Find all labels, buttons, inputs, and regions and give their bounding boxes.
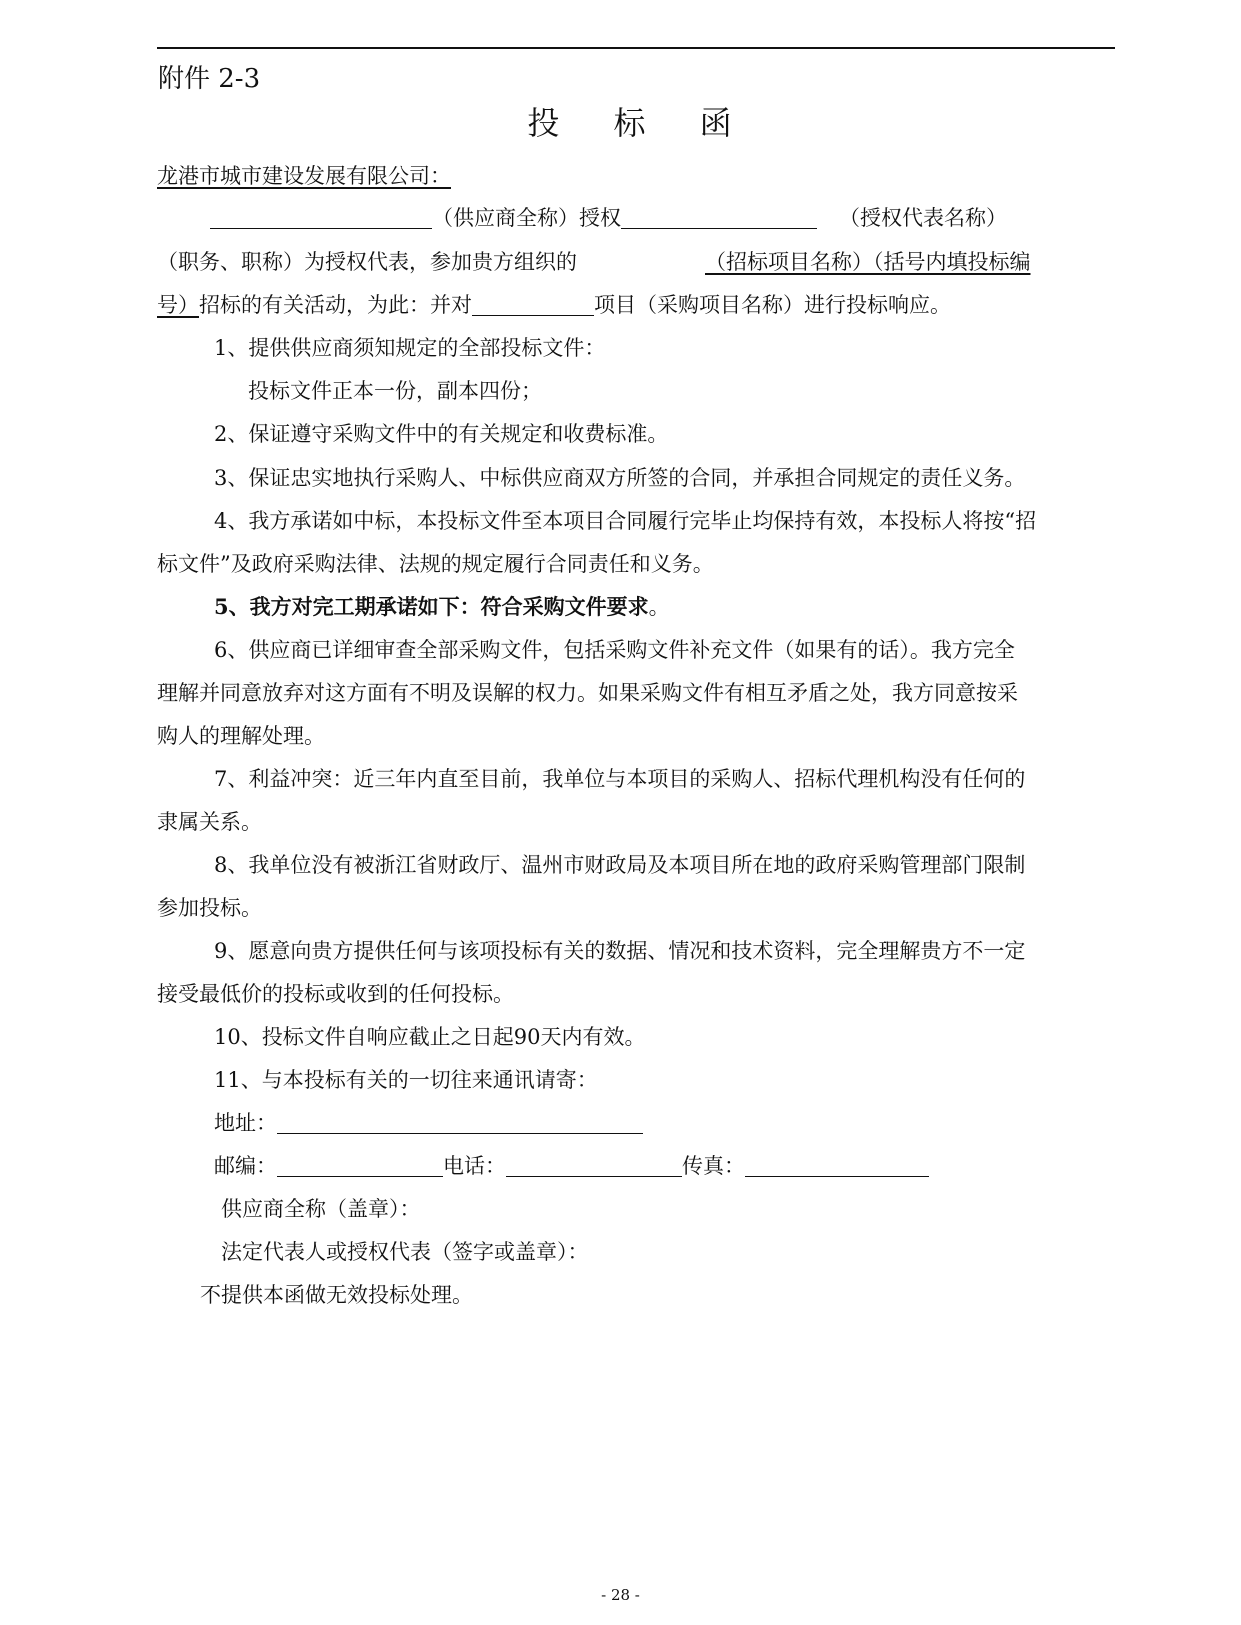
address-row xyxy=(214,1107,643,1137)
intro-text-line2a: （职务、职称）为授权代表，参加贵方组织的 xyxy=(157,250,577,274)
intro-text-line2b: （招标项目名称）（括号内填投标编 xyxy=(705,250,1031,274)
supplier-name-blank[interactable] xyxy=(210,206,432,229)
address-blank[interactable] xyxy=(277,1111,643,1134)
item-2: 2、保证遵守采购文件中的有关规定和收费标准。 xyxy=(214,422,669,446)
item-6-line-2: 理解并同意放弃对这方面有不明及误解的权力。如果采购文件有相互矛盾之处，我方同意按采 xyxy=(157,681,1018,705)
item-5-bold: 5、我方对完工期承诺如下：符合采购文件要求 xyxy=(214,594,649,619)
addressee: 龙港市城市建设发展有限公司： xyxy=(157,164,451,188)
postcode-label: 邮编： xyxy=(214,1154,277,1178)
project-name-blank[interactable] xyxy=(472,293,594,316)
item-8-line-1: 8、我单位没有被浙江省财政厅、温州市财政局及本项目所在地的政府采购管理部门限制 xyxy=(214,853,1026,877)
invalid-bid-note: 不提供本函做无效投标处理。 xyxy=(200,1283,473,1307)
item-10: 10、投标文件自响应截止之日起90天内有效。 xyxy=(214,1025,646,1049)
intro-text-line3c: 项目（采购项目名称）进行投标响应。 xyxy=(594,293,951,317)
item-1: 1、提供供应商须知规定的全部投标文件： xyxy=(214,336,606,360)
annex-label: 附件 2-3 xyxy=(158,64,261,94)
item-6-line-1: 6、供应商已详细审查全部采购文件，包括采购文件补充文件（如果有的话）。我方完全 xyxy=(214,638,1015,662)
intro-text-line3b: 招标的有关活动，为此：并对 xyxy=(199,293,472,317)
item-8-line-2: 参加投标。 xyxy=(157,896,262,920)
item-7-line-1: 7、利益冲突：近三年内直至目前，我单位与本项目的采购人、招标代理机构没有任何的 xyxy=(214,767,1026,791)
representative-name-blank[interactable] xyxy=(621,206,817,229)
intro-line-2 xyxy=(157,246,1031,276)
page-number: - 28 - xyxy=(601,1586,640,1604)
contact-row xyxy=(214,1150,929,1180)
supplier-seal-label: 供应商全称（盖章）： xyxy=(221,1197,421,1221)
header-rule xyxy=(157,47,1115,49)
intro-text-a: （供应商全称）授权 xyxy=(432,206,621,230)
fax-blank[interactable] xyxy=(745,1154,929,1177)
representative-sign-label: 法定代表人或授权代表（签字或盖章）： xyxy=(221,1240,589,1264)
intro-underlined-project xyxy=(577,250,1031,274)
intro-line-1 xyxy=(210,202,1007,232)
item-3: 3、保证忠实地执行采购人、中标供应商双方所签的合同，并承担合同规定的责任义务。 xyxy=(214,466,1026,490)
postcode-blank[interactable] xyxy=(277,1154,443,1177)
item-5 xyxy=(214,591,670,621)
fax-label: 传真： xyxy=(682,1154,745,1178)
item-4-line-1: 4、我方承诺如中标，本投标文件至本项目合同履行完毕止均保持有效，本投标人将按“招 xyxy=(214,509,1037,533)
intro-text-b: （授权代表名称） xyxy=(839,206,1007,230)
item-7-line-2: 隶属关系。 xyxy=(157,810,262,834)
intro-line-3 xyxy=(157,289,951,319)
address-label: 地址： xyxy=(214,1111,277,1135)
intro-text-line3a: 号） xyxy=(157,293,199,317)
item-5-end: 。 xyxy=(648,595,670,619)
item-6-line-3: 购人的理解处理。 xyxy=(157,724,325,748)
item-11: 11、与本投标有关的一切往来通讯请寄： xyxy=(214,1068,598,1092)
item-4-line-2: 标文件”及政府采购法律、法规的规定履行合同责任和义务。 xyxy=(157,552,714,576)
phone-blank[interactable] xyxy=(506,1154,682,1177)
item-9-line-2: 接受最低价的投标或收到的任何投标。 xyxy=(157,982,514,1006)
phone-label: 电话： xyxy=(443,1154,506,1178)
item-9-line-1: 9、愿意向贵方提供任何与该项投标有关的数据、情况和技术资料，完全理解贵方不一定 xyxy=(214,939,1026,963)
document-title: 投 标 函 xyxy=(527,104,754,142)
item-1-sub: 投标文件正本一份，副本四份； xyxy=(248,379,542,403)
